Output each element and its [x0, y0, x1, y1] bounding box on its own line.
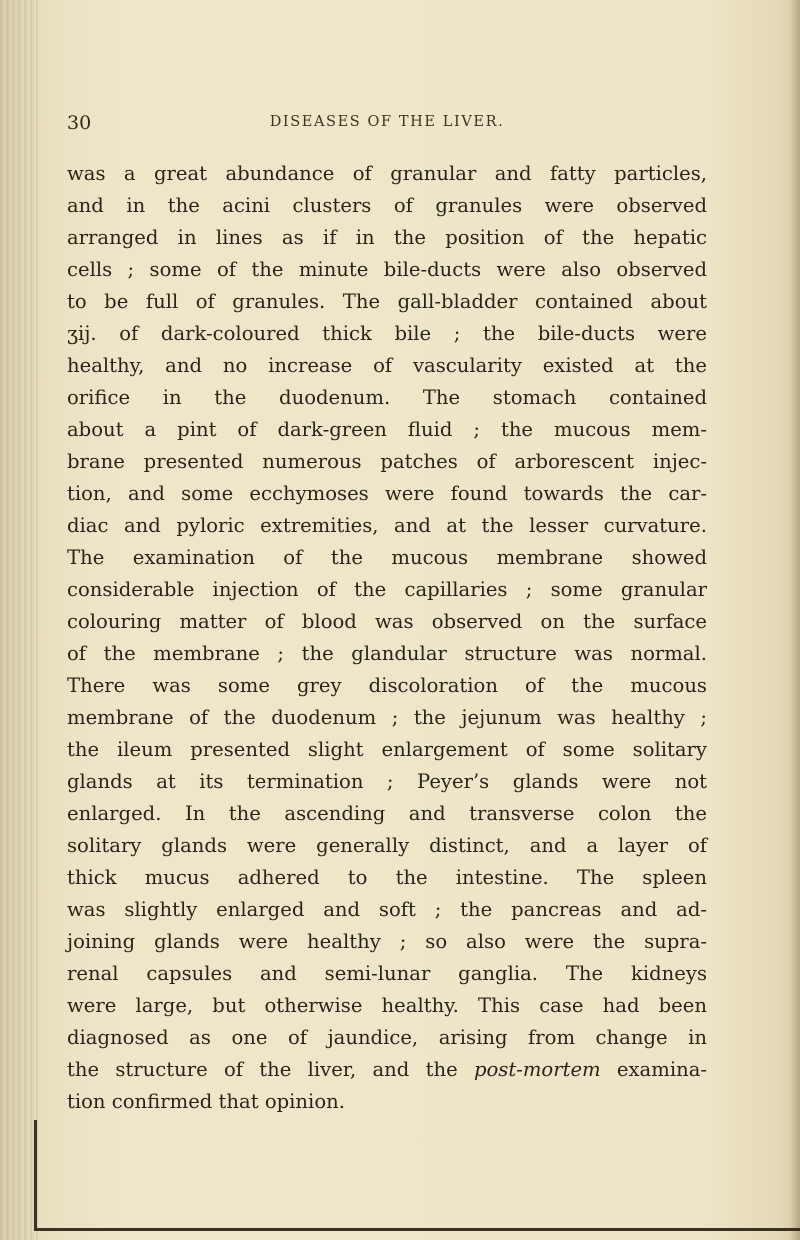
text-line: cells ; some of the minute bile-ducts were also observed — [67, 258, 707, 281]
text-line-segment: the structure of the liver, and the — [67, 1058, 458, 1081]
text-line: The examination of the mucous membrane showed — [67, 546, 707, 569]
page-number: 30 — [67, 112, 92, 134]
text-line: ʒij. of dark-coloured thick bile ; the bile-ducts were — [67, 322, 707, 345]
text-line: diac and pyloric extremities, and at the lesser curvature. — [67, 514, 707, 537]
text-line: arranged in lines as if in the position of the hepatic — [67, 226, 707, 249]
text-line: was a great abundance of granular and fatty particles, — [67, 162, 707, 185]
text-line: There was some grey discoloration of the mucous — [67, 674, 707, 697]
body-text — [67, 158, 707, 1118]
text-line: solitary glands were generally distinct, and a layer of — [67, 834, 707, 857]
italic-term: post-mortem — [473, 1058, 601, 1081]
text-line: glands at its termination ; Peyer’s glands were not — [67, 770, 707, 793]
text-line: joining glands were healthy ; so also were the supra- — [67, 930, 707, 953]
text-line: to be full of granules. The gall-bladder contained about — [67, 290, 707, 313]
text-line: thick mucus adhered to the intestine. The spleen — [67, 866, 707, 889]
text-line: were large, but otherwise healthy. This case had been — [67, 994, 707, 1017]
text-line: diagnosed as one of jaundice, arising from change in — [67, 1026, 707, 1049]
text-line: brane presented numerous patches of arborescent injec- — [67, 450, 707, 473]
text-line: membrane of the duodenum ; the jejunum was healthy ; — [67, 706, 707, 729]
text-line: colouring matter of blood was observed on the surface — [67, 610, 707, 633]
text-line: considerable injection of the capillaries ; some granular — [67, 578, 707, 601]
text-line: tion confirmed that opinion. — [67, 1090, 345, 1113]
text-line — [67, 1054, 707, 1086]
text-line: and in the acini clusters of granules were observed — [67, 194, 707, 217]
running-head-title: DISEASES OF THE LIVER. — [269, 114, 505, 130]
text-line: renal capsules and semi-lunar ganglia. The kidneys — [67, 962, 707, 985]
text-line: the ileum presented slight enlargement of some solitary — [67, 738, 707, 761]
text-line-segment: examina- — [616, 1058, 708, 1081]
page-bottom-edge-line — [34, 1228, 800, 1231]
page-corner-vertical-line — [34, 1120, 37, 1230]
text-line: tion, and some ecchymoses were found towards the car- — [67, 482, 707, 505]
text-line: of the membrane ; the glandular structure was normal. — [67, 642, 707, 665]
text-line: was slightly enlarged and soft ; the pancreas and ad- — [67, 898, 707, 921]
page-right-edge — [790, 0, 800, 1240]
text-line: healthy, and no increase of vascularity existed at the — [67, 354, 707, 377]
page-binding-edge — [0, 0, 38, 1240]
text-line: orifice in the duodenum. The stomach contained — [67, 386, 707, 409]
text-line: about a pint of dark-green fluid ; the mucous mem- — [67, 418, 707, 441]
text-line: enlarged. In the ascending and transverse colon the — [67, 802, 707, 825]
running-head — [67, 112, 707, 142]
